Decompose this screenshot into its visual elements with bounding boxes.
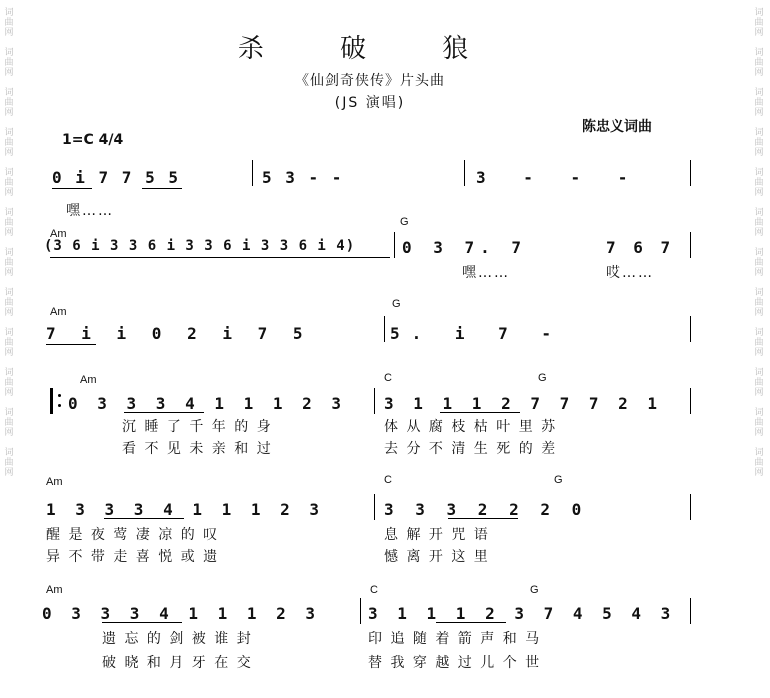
chord-c: C bbox=[370, 584, 378, 596]
underline bbox=[50, 257, 390, 258]
repeat-dot bbox=[58, 394, 61, 397]
row6-lyric2-a: 破 晓 和 月 牙 在 交 bbox=[102, 655, 253, 671]
song-subtitle: 《仙剑奇侠传》片头曲 bbox=[295, 73, 445, 89]
row2-voice-1: 嘿…… bbox=[462, 265, 510, 281]
row6-lyric1-a: 遗 忘 的 剑 被 谁 封 bbox=[102, 631, 253, 647]
chord-am: Am bbox=[46, 476, 63, 488]
row5-measure2: 3 3 3 2 2 2 0 bbox=[384, 500, 588, 519]
barline bbox=[690, 160, 691, 186]
underline bbox=[124, 412, 204, 413]
row2-voice-2: 哎…… bbox=[606, 265, 654, 281]
row1-voice: 嘿…… bbox=[66, 203, 114, 219]
row6-lyric2-b: 替 我 穿 越 过 儿 个 世 bbox=[368, 655, 542, 671]
row6-measure1: 0 3 3 3 4 1 1 1 2 3 bbox=[42, 604, 321, 623]
chord-am: Am bbox=[50, 306, 67, 318]
repeat-barline bbox=[50, 388, 53, 414]
row4-measure1: 0 3 3 3 4 1 1 1 2 3 bbox=[68, 394, 347, 413]
barline bbox=[374, 388, 375, 414]
performer: (JS 演唱) bbox=[334, 95, 406, 111]
row2-measure3: 7 6 7 bbox=[606, 238, 675, 257]
barline bbox=[252, 160, 253, 186]
underline bbox=[102, 622, 182, 623]
chord-g: G bbox=[530, 584, 539, 596]
row3-measure1: 7 i i 0 2 i 7 5 bbox=[46, 324, 311, 343]
chord-c: C bbox=[384, 372, 392, 384]
row3-measure2: 5. i 7 - bbox=[390, 324, 564, 343]
chord-g: G bbox=[392, 298, 401, 310]
underline bbox=[52, 188, 92, 189]
row5-lyric2-a: 异 不 带 走 喜 悦 或 遗 bbox=[46, 549, 220, 565]
barline bbox=[690, 388, 691, 414]
underline bbox=[142, 188, 182, 189]
chord-g: G bbox=[400, 216, 409, 228]
barline bbox=[690, 232, 691, 258]
row4-lyric1-b: 体 从 腐 枝 枯 叶 里 苏 bbox=[384, 419, 558, 435]
key-signature: 1=C 4/4 bbox=[62, 132, 124, 148]
row6-measure2: 3 1 1 1 2 3 7 4 5 4 3 bbox=[368, 604, 676, 623]
row4-lyric2-b: 去 分 不 清 生 死 的 差 bbox=[384, 441, 558, 457]
barline bbox=[374, 494, 375, 520]
barline bbox=[464, 160, 465, 186]
barline bbox=[690, 598, 691, 624]
row4-measure2: 3 1 1 1 2 7 7 7 2 1 bbox=[384, 394, 663, 413]
song-title: 杀 破 狼 bbox=[237, 34, 503, 64]
repeat-dot bbox=[58, 404, 61, 407]
watermark-left: 词曲网 词曲网 词曲网 词曲网 词曲网 词曲网 词曲网 词曲网 词曲网 词曲网 词曲网 词曲网 bbox=[4, 8, 14, 478]
barline bbox=[690, 316, 691, 342]
row4-lyric2-a: 看 不 见 未 亲 和 过 bbox=[122, 441, 273, 457]
chord-g: G bbox=[554, 474, 563, 486]
chord-g: G bbox=[538, 372, 547, 384]
row1-measure1: 0 i 7 7 5 5 bbox=[52, 168, 180, 187]
barline bbox=[384, 316, 385, 342]
underline bbox=[46, 344, 96, 345]
row1-measure3: 3 - - - bbox=[476, 168, 642, 187]
row1-measure2: 5 3 - - bbox=[262, 168, 344, 187]
underline bbox=[104, 518, 184, 519]
underline bbox=[448, 518, 518, 519]
underline bbox=[440, 412, 520, 413]
row2-measure1: (3 6 i 3 3 6 i 3 3 6 i 3 3 6 i 4) bbox=[44, 238, 356, 254]
row2-measure2: 0 3 7. 7 bbox=[402, 238, 528, 257]
row5-lyric1-a: 醒 是 夜 莺 凄 凉 的 叹 bbox=[46, 527, 220, 543]
chord-am: Am bbox=[80, 374, 97, 386]
barline bbox=[394, 232, 395, 258]
composer: 陈忠义词曲 bbox=[582, 119, 652, 135]
barline bbox=[360, 598, 361, 624]
barline bbox=[690, 494, 691, 520]
row6-lyric1-b: 印 追 随 着 箭 声 和 马 bbox=[368, 631, 542, 647]
watermark-right: 词曲网 词曲网 词曲网 词曲网 词曲网 词曲网 词曲网 词曲网 词曲网 词曲网 词曲网 词曲网 bbox=[754, 8, 764, 478]
row5-lyric2-b: 憾 离 开 这 里 bbox=[384, 549, 490, 565]
chord-am: Am bbox=[46, 584, 63, 596]
row5-lyric1-b: 息 解 开 咒 语 bbox=[384, 527, 490, 543]
underline bbox=[436, 622, 506, 623]
row5-measure1: 1 3 3 3 4 1 1 1 2 3 bbox=[46, 500, 325, 519]
chord-am: Am bbox=[50, 228, 67, 240]
row4-lyric1-a: 沉 睡 了 千 年 的 身 bbox=[122, 419, 273, 435]
chord-c: C bbox=[384, 474, 392, 486]
